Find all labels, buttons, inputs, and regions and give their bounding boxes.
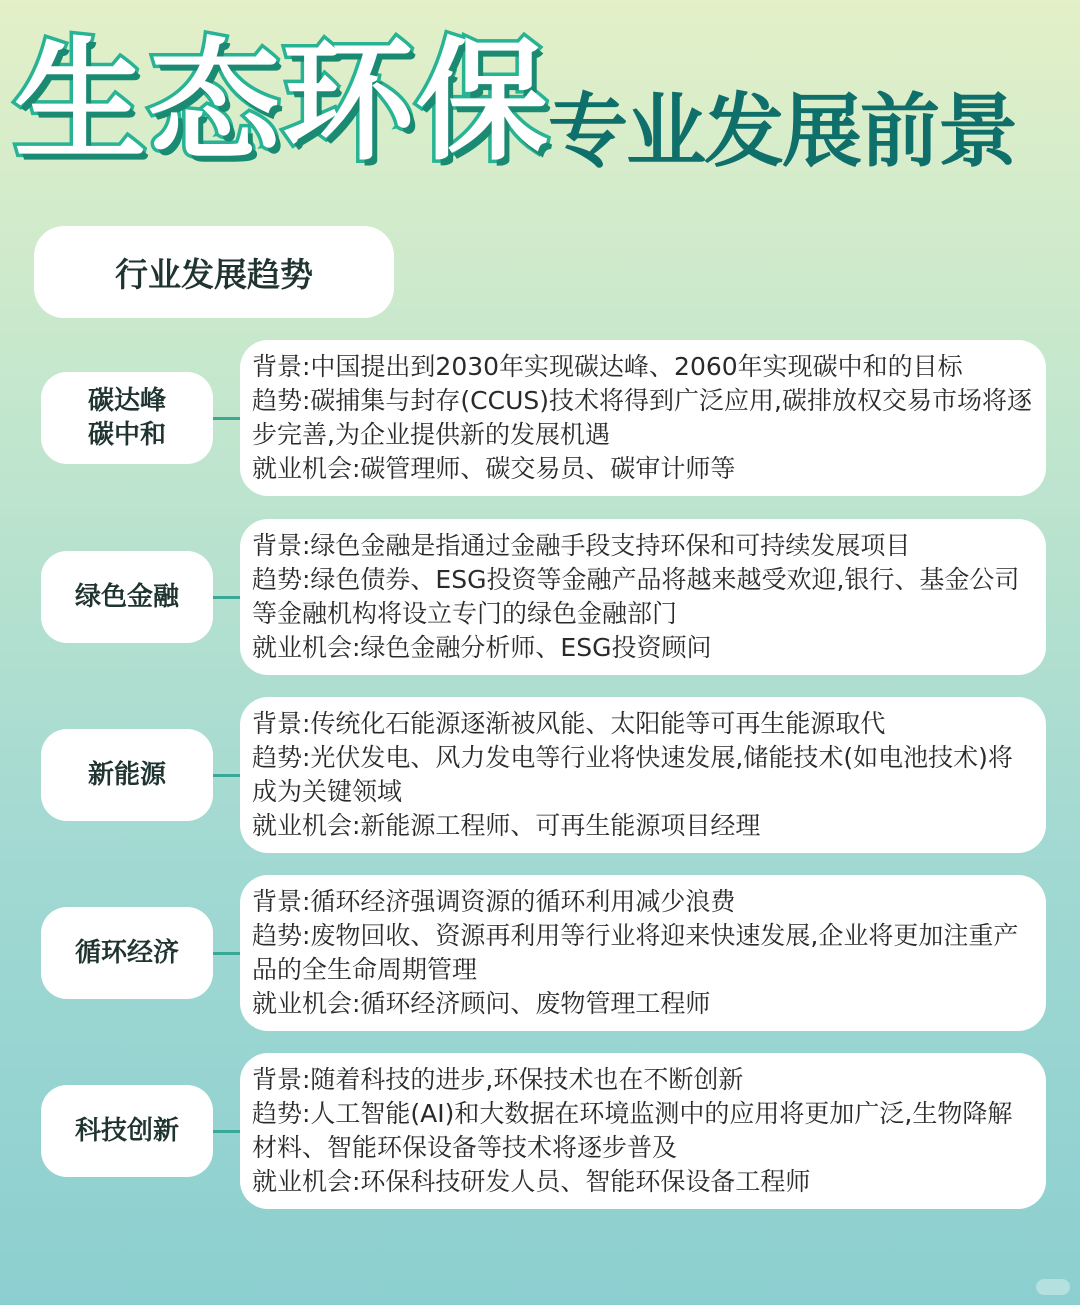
trend-row-tech-innovation [0,1053,1080,1209]
subtitle: 专业发展前景 [548,85,1016,178]
trend-label [41,1085,213,1177]
trend-detail-card [240,697,1046,853]
trend-label-line1: 绿色金融 [74,582,179,612]
trend-row-new-energy [0,697,1080,853]
section-heading [34,226,394,318]
trend-label-line1: 循环经济 [74,938,179,968]
detail-trend: 趋势:碳捕集与封存(CCUS)技术将得到广泛应用,碳排放权交易市场将逐步完善,为企业提供新的发展机遇 [252,386,1032,449]
main-title: 生态环保 [14,25,550,179]
detail-background: 背景:随着科技的进步,环保技术也在不断创新 [252,1065,744,1094]
trend-label [41,551,213,643]
trend-row-green-finance [0,519,1080,675]
connector-line [213,596,241,599]
trend-label-line2: 碳中和 [87,420,166,450]
detail-background: 背景:传统化石能源逐渐被风能、太阳能等可再生能源取代 [252,709,886,738]
trend-label-line1: 碳达峰 [87,386,166,416]
detail-jobs: 就业机会:碳管理师、碳交易员、碳审计师等 [252,454,736,483]
trend-detail-card [240,519,1046,675]
trend-detail-card [240,1053,1046,1209]
connector-line [213,417,241,420]
trend-label [41,372,213,464]
detail-trend: 趋势:绿色债券、ESG投资等金融产品将越来越受欢迎,银行、基金公司等金融机构将设立专门的绿色金融部门 [252,565,1020,628]
trend-row-carbon [0,340,1080,496]
header [0,0,1080,200]
trend-detail-card [240,340,1046,496]
detail-trend: 趋势:废物回收、资源再利用等行业将迎来快速发展,企业将更加注重产品的全生命周期管理 [252,921,1019,984]
detail-trend: 趋势:光伏发电、风力发电等行业将快速发展,储能技术(如电池技术)将成为关键领域 [252,743,1013,806]
trend-label-line1: 科技创新 [74,1116,179,1146]
detail-jobs: 就业机会:绿色金融分析师、ESG投资顾问 [252,633,712,662]
trend-row-circular-economy [0,875,1080,1031]
trend-detail-card [240,875,1046,1031]
trend-label [41,729,213,821]
trend-label [41,907,213,999]
detail-jobs: 就业机会:新能源工程师、可再生能源项目经理 [252,811,761,840]
connector-line [213,952,241,955]
detail-trend: 趋势:人工智能(AI)和大数据在环境监测中的应用将更加广泛,生物降解材料、智能环保设备等技术将逐步普及 [252,1099,1013,1162]
detail-background: 背景:中国提出到2030年实现碳达峰、2060年实现碳中和的目标 [252,352,963,381]
section-heading-text: 行业发展趋势 [115,254,313,294]
detail-background: 背景:绿色金融是指通过金融手段支持环保和可持续发展项目 [252,531,911,560]
connector-line [213,774,241,777]
trend-label-line1: 新能源 [87,760,166,790]
detail-jobs: 就业机会:环保科技研发人员、智能环保设备工程师 [252,1167,811,1196]
watermark-icon [1036,1279,1070,1295]
detail-background: 背景:循环经济强调资源的循环利用减少浪费 [252,887,736,916]
detail-jobs: 就业机会:循环经济顾问、废物管理工程师 [252,989,711,1018]
connector-line [213,1130,241,1133]
